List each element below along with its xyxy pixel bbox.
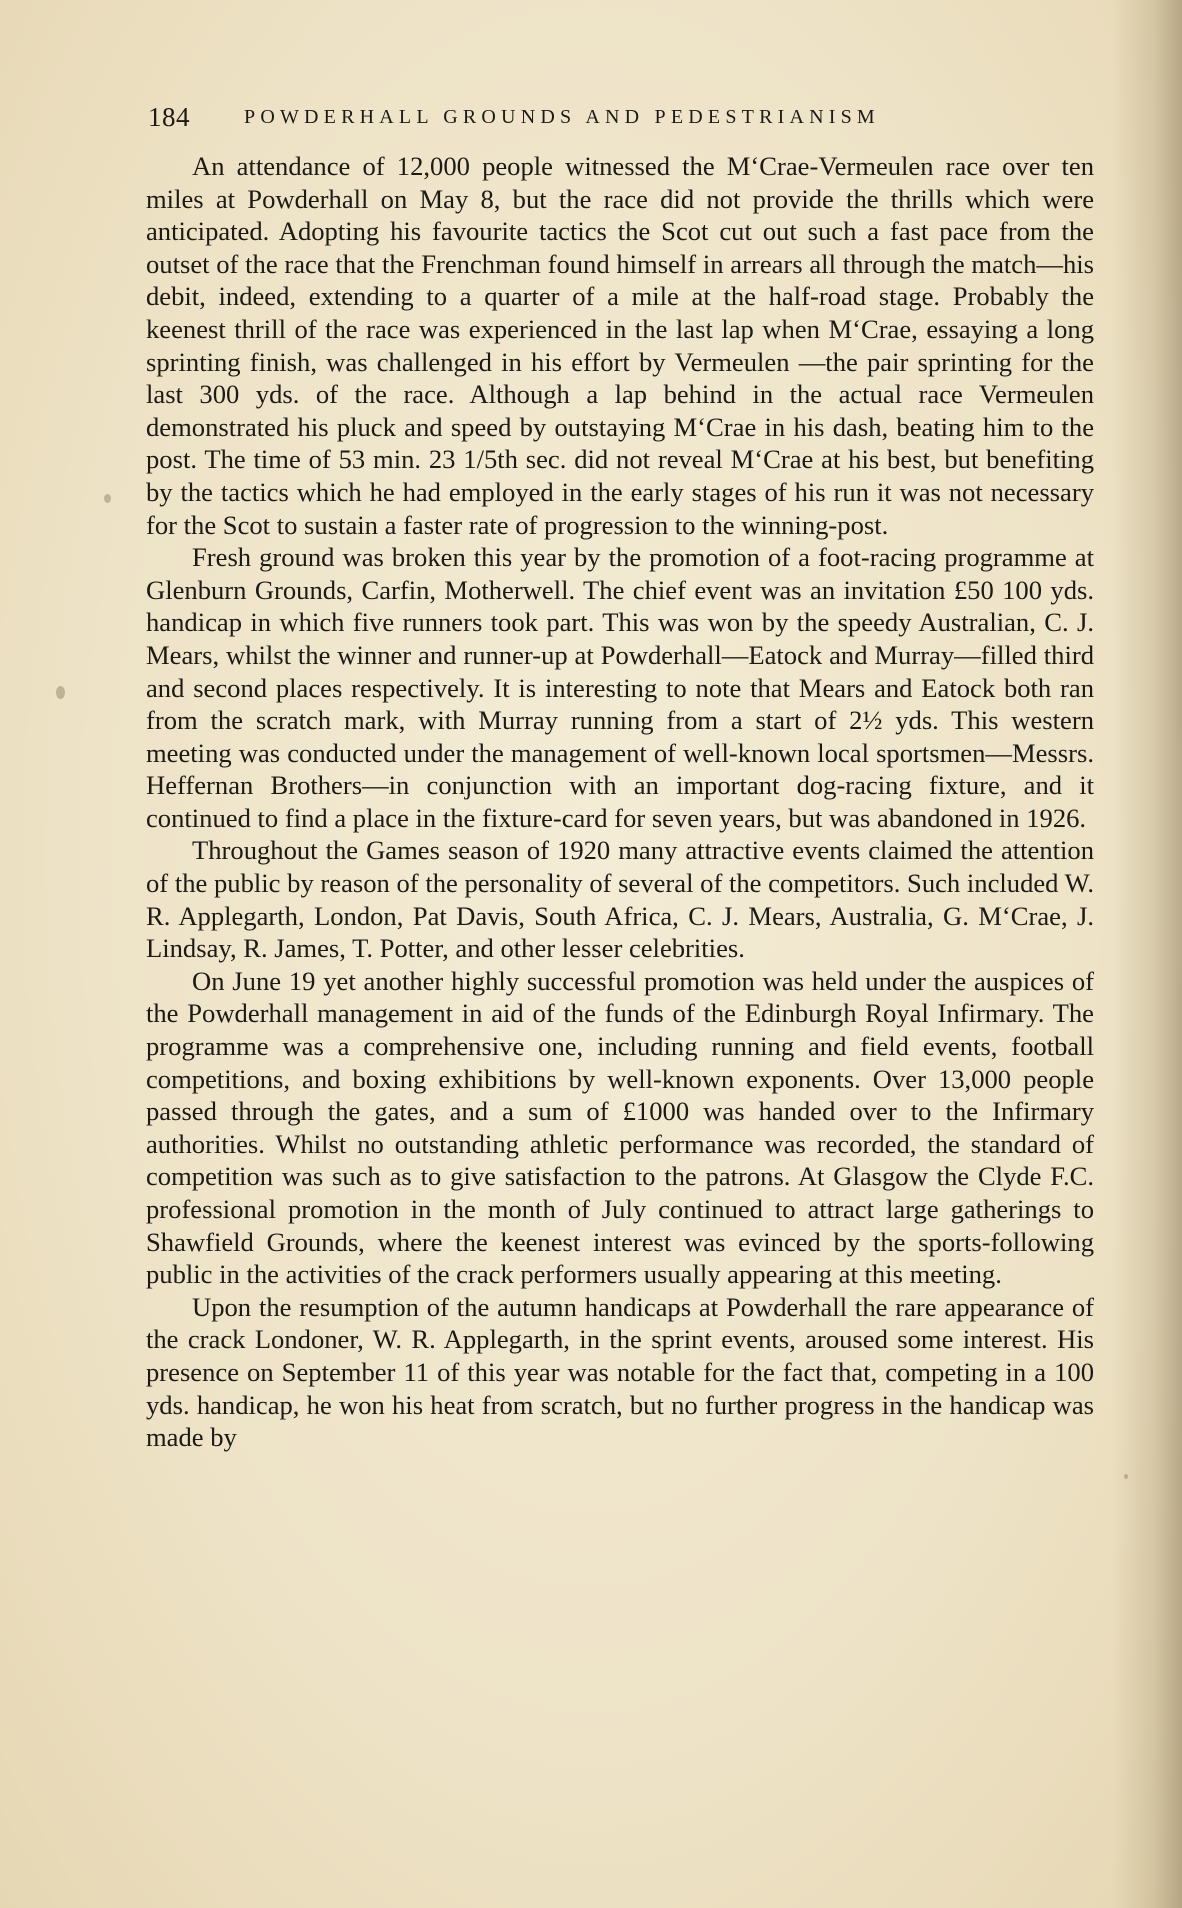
paragraph: Fresh ground was broken this year by the promotion of a foot-racing programme at Glenburn Grounds, Carfin, Motherwell. The chief event was an invitation £50 100 yds. handicap in which five runners took part. This was won by the speedy Australian, C. J. Mears, whilst the winner and runner-up at Powderhall—Eatock and Murray—filled third and second places respectively. It is interesting to note that Mears and Eatock both ran from the scratch mark, with Murray running from a start of 2½ yds. This western meeting was conducted under the management of well-known local sportsmen—Messrs. Heffernan Brothers—in conjunction with an important dog-racing fixture, and it continued to find a place in the fixture-card for seven years, but was abandoned in 1926. bbox=[146, 542, 1094, 833]
page-number: 184 bbox=[148, 102, 190, 132]
paragraph: On June 19 yet another highly successful promotion was held under the auspices of the Powderhall management in aid of the funds of the Edinburgh Royal Infirmary. The programme was a comprehensive one, including running and field events, football competitions, and boxing exhibitions by well-known exponents. Over 13,000 people passed through the gates, and a sum of £1000 was handed over to the Infirmary authorities. Whilst no outstanding athletic performance was recorded, the standard of competition was such as to give satisfaction to the patrons. At Glasgow the Clyde F.C. professional promotion in the month of July continued to attract large gatherings to Shawfield Grounds, where the keenest interest was evinced by the sports-following public in the activities of the crack performers usually appearing at this meeting. bbox=[146, 965, 1094, 1290]
paragraph: An attendance of 12,000 people witnessed the M‘Crae-Vermeulen race over ten miles at Powderhall on May 8, but the race did not provide the thrills which were anticipated. Adopting his favourite tactics the Scot cut out such a fast pace from the outset of the race that the Frenchman found himself in arrears all through the match—his debit, indeed, extending to a quarter of a mile at the half-road stage. Probably the keenest thrill of the race was experienced in the last lap when M‘Crae, essaying a long sprinting finish, was challenged in his effort by Vermeulen —the pair sprinting for the last 300 yds. of the race. Although a lap behind in the actual race Vermeulen demonstrated his pluck and speed by outstaying M‘Crae in his dash, beating him to the post. The time of 53 min. 23 1/5th sec. did not reveal M‘Crae at his best, but benefiting by the tactics which he had employed in the early stages of his run it was not necessary for the Scot to sustain a faster rate of progression to the winning-post. bbox=[146, 151, 1094, 540]
paper-smudge bbox=[56, 686, 65, 699]
paragraph: Throughout the Games season of 1920 many attractive events claimed the attention of the public by reason of the personality of several of the competitors. Such included W. R. Applegarth, London, Pat Davis, South Africa, C. J. Mears, Australia, G. M‘Crae, J. Lindsay, R. James, T. Potter, and other lesser celebrities. bbox=[146, 835, 1094, 964]
running-head: POWDERHALL GROUNDS AND PEDESTRIANISM bbox=[244, 106, 880, 128]
paragraph: Upon the resumption of the autumn handicaps at Powderhall the rare appearance of the crack Londoner, W. R. Applegarth, in the sprint events, aroused some interest. His presence on September 11 of this year was notable for the fact that, competing in a 100 yds. handicap, he won his heat from scratch, but no further progress in the handicap was made by bbox=[146, 1291, 1094, 1453]
paper-smudge bbox=[1124, 1474, 1128, 1479]
paper-smudge bbox=[104, 494, 111, 503]
body-text bbox=[146, 150, 1094, 1454]
page-header bbox=[148, 102, 996, 138]
